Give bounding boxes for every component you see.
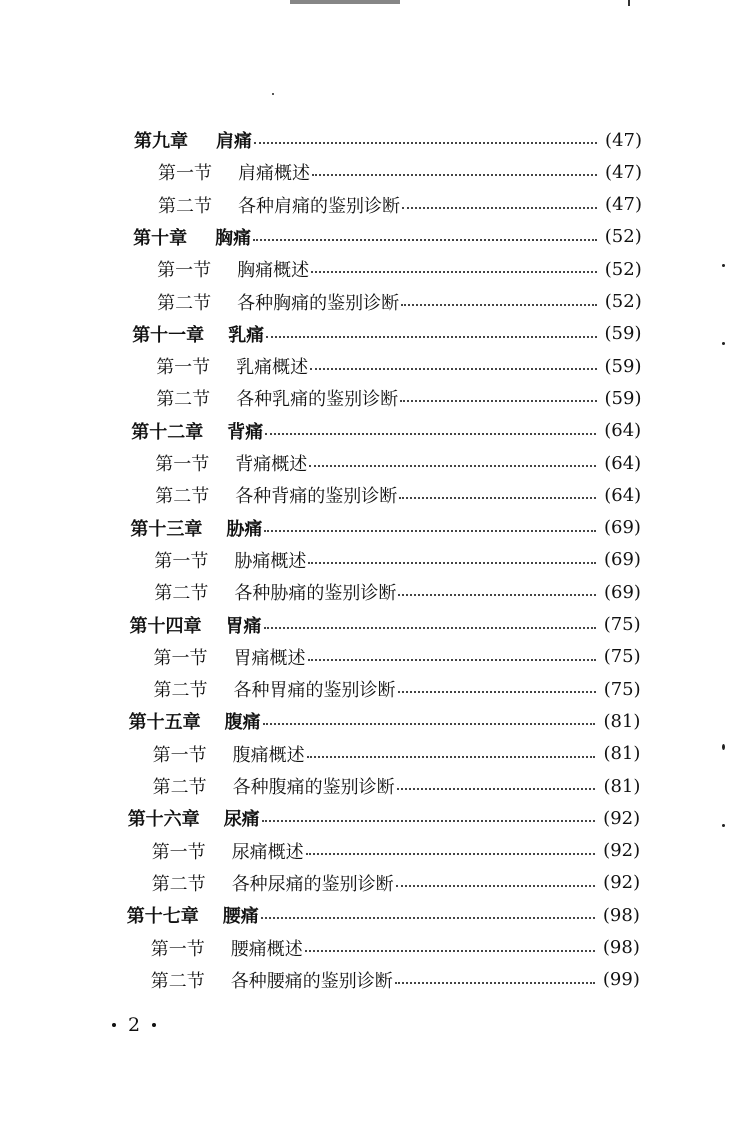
toc-page-number: (69) [603,581,641,603]
toc-label: 第十一章 [132,324,205,346]
toc-page-number: (75) [603,614,641,635]
toc-page-number: (75) [603,678,641,700]
toc-title: 各种胸痛的鉴别诊断 [237,292,400,314]
toc-section-row [157,289,642,315]
toc-leader-dots [402,207,597,209]
toc-title: 乳痛概述 [236,357,309,379]
toc-label: 第一节 [158,163,212,185]
toc-title: 胃痛概述 [233,647,306,669]
toc-label: 第一节 [152,744,207,766]
toc-leader-dots [398,594,596,596]
toc-title: 胸痛 [215,227,252,249]
toc-leader-dots [401,304,597,306]
toc-leader-dots [305,950,595,952]
toc-title: 各种肩痛的鉴别诊断 [238,195,400,217]
footer-dot-right [152,1023,156,1027]
toc-page-number: (52) [604,291,642,312]
toc-chapter-row [129,708,641,734]
toc-label: 第十六章 [127,809,200,831]
toc-section-row [152,838,640,864]
toc-page-number: (47) [605,194,642,216]
toc-page-number: (92) [603,807,641,829]
toc-section-row [155,450,641,476]
toc-page-number: (64) [604,484,642,506]
toc-leader-dots [262,820,595,822]
toc-leader-dots [265,433,596,435]
toc-page-number: (69) [603,549,641,571]
toc-leader-dots [396,885,595,887]
toc-chapter-row [133,224,642,250]
toc-title: 各种腹痛的鉴别诊断 [232,777,395,798]
toc-title: 尿痛 [223,809,260,831]
toc-label: 第九章 [134,131,188,152]
toc-leader-dots [309,465,596,467]
toc-chapter-row [132,321,641,347]
toc-title: 各种胃痛的鉴别诊断 [233,680,396,702]
toc-title: 胁痛概述 [234,550,307,572]
toc-chapter-row [130,612,641,638]
toc-chapter-row [131,418,641,444]
toc-label: 第二节 [155,486,210,508]
toc-page-number: (64) [604,452,642,474]
toc-page-number: (69) [603,517,641,539]
toc-leader-dots [264,627,596,629]
toc-leader-dots [312,174,597,176]
toc-label: 第一节 [150,938,205,960]
toc-title: 腰痛 [222,906,259,928]
toc-page-number: (92) [603,840,641,862]
toc-leader-dots [306,853,595,855]
toc-leader-dots [263,723,596,725]
toc-leader-dots [395,982,595,984]
toc-label: 第一节 [154,550,209,572]
toc-title: 肩痛 [216,131,252,152]
toc-section-row [156,353,641,379]
toc-section-row [158,159,642,185]
toc-leader-dots [307,756,596,758]
toc-title: 乳痛 [228,324,265,346]
toc-section-row [153,741,641,767]
page-footer [112,1014,156,1036]
toc-page-number: (64) [604,420,642,442]
toc-label: 第一节 [151,841,206,863]
toc-leader-dots [310,368,596,370]
toc-title: 背痛 [227,421,264,443]
toc-title: 腹痛 [224,712,261,734]
toc-section-row [154,547,641,573]
toc-label: 第一节 [157,260,212,282]
toc-section-row [154,644,641,670]
toc-page-number: (47) [605,129,642,151]
toc-chapter-row [128,805,640,831]
toc-title: 各种腰痛的鉴别诊断 [230,970,393,992]
toc-leader-dots [266,336,596,338]
toc-chapter-row [130,515,641,541]
toc-page-number: (59) [604,387,642,409]
toc-page-number: (81) [603,743,641,765]
toc-title: 各种背痛的鉴别诊断 [235,486,398,508]
toc-section-row [155,482,641,508]
toc-title: 各种乳痛的鉴别诊断 [236,389,399,411]
toc-leader-dots [399,497,596,499]
toc-page-number: (59) [604,355,642,377]
toc-section-row [157,256,642,282]
toc-section-row [151,967,640,993]
toc-label: 第二节 [156,389,211,411]
toc-label: 第一节 [155,454,210,475]
toc-section-row [152,870,640,896]
toc-title: 胁痛 [226,518,263,540]
toc-section-row [153,773,641,799]
toc-section-row [156,385,641,411]
toc-title: 背痛概述 [235,454,308,475]
toc-page-number: (98) [602,937,640,958]
toc-page-number: (47) [605,161,642,183]
toc-leader-dots [253,239,597,241]
toc-leader-dots [397,788,596,790]
toc-label: 第十二章 [131,421,204,443]
footer-dot-left [112,1023,116,1027]
toc-label: 第一节 [153,647,208,669]
toc-leader-dots [311,271,597,273]
toc-label: 第二节 [150,970,205,992]
toc-label: 第二节 [158,195,212,217]
toc-label: 第十四章 [129,615,202,637]
toc-leader-dots [254,142,597,144]
toc-label: 第十七章 [126,906,199,928]
toc-page-number: (75) [603,646,641,668]
toc-leader-dots [398,691,596,693]
toc-label: 第二节 [157,292,212,314]
toc-title: 肩痛概述 [238,163,310,185]
page-number: 2 [128,1014,141,1036]
toc-page-number: (81) [603,710,641,732]
toc-chapter-row [127,902,640,928]
toc-page-number: (81) [603,775,641,797]
toc-label: 第二节 [154,583,209,605]
toc-page-number: (92) [603,872,641,894]
toc-label: 第十五章 [128,712,201,734]
toc-leader-dots [400,400,596,402]
toc-leader-dots [308,659,596,661]
toc-leader-dots [261,917,595,919]
toc-section-row [154,676,641,702]
toc-chapter-row [134,127,642,153]
toc-leader-dots [264,530,596,532]
toc-page-number: (52) [604,226,642,248]
toc-title: 各种尿痛的鉴别诊断 [231,873,394,895]
toc-title: 腰痛概述 [230,938,303,960]
toc-title: 腹痛概述 [232,744,305,766]
toc-label: 第二节 [151,873,206,895]
toc-title: 尿痛概述 [231,841,304,863]
toc-section-row [154,579,641,605]
toc-leader-dots [308,562,596,564]
toc-label: 第二节 [152,777,207,798]
toc-page-number: (52) [604,258,642,280]
toc-title: 胸痛概述 [237,260,310,282]
toc-title: 各种胁痛的鉴别诊断 [234,583,397,605]
toc-label: 第十章 [133,227,188,249]
toc-section-row [158,192,642,218]
toc-page-number: (98) [602,904,640,926]
toc-label: 第二节 [153,680,208,702]
toc-page-number: (59) [604,323,642,345]
toc-title: 胃痛 [225,615,262,637]
toc-label: 第十三章 [130,518,203,540]
toc-page-number: (99) [602,969,640,991]
toc-section-row [151,935,640,961]
toc-label: 第一节 [156,357,211,379]
